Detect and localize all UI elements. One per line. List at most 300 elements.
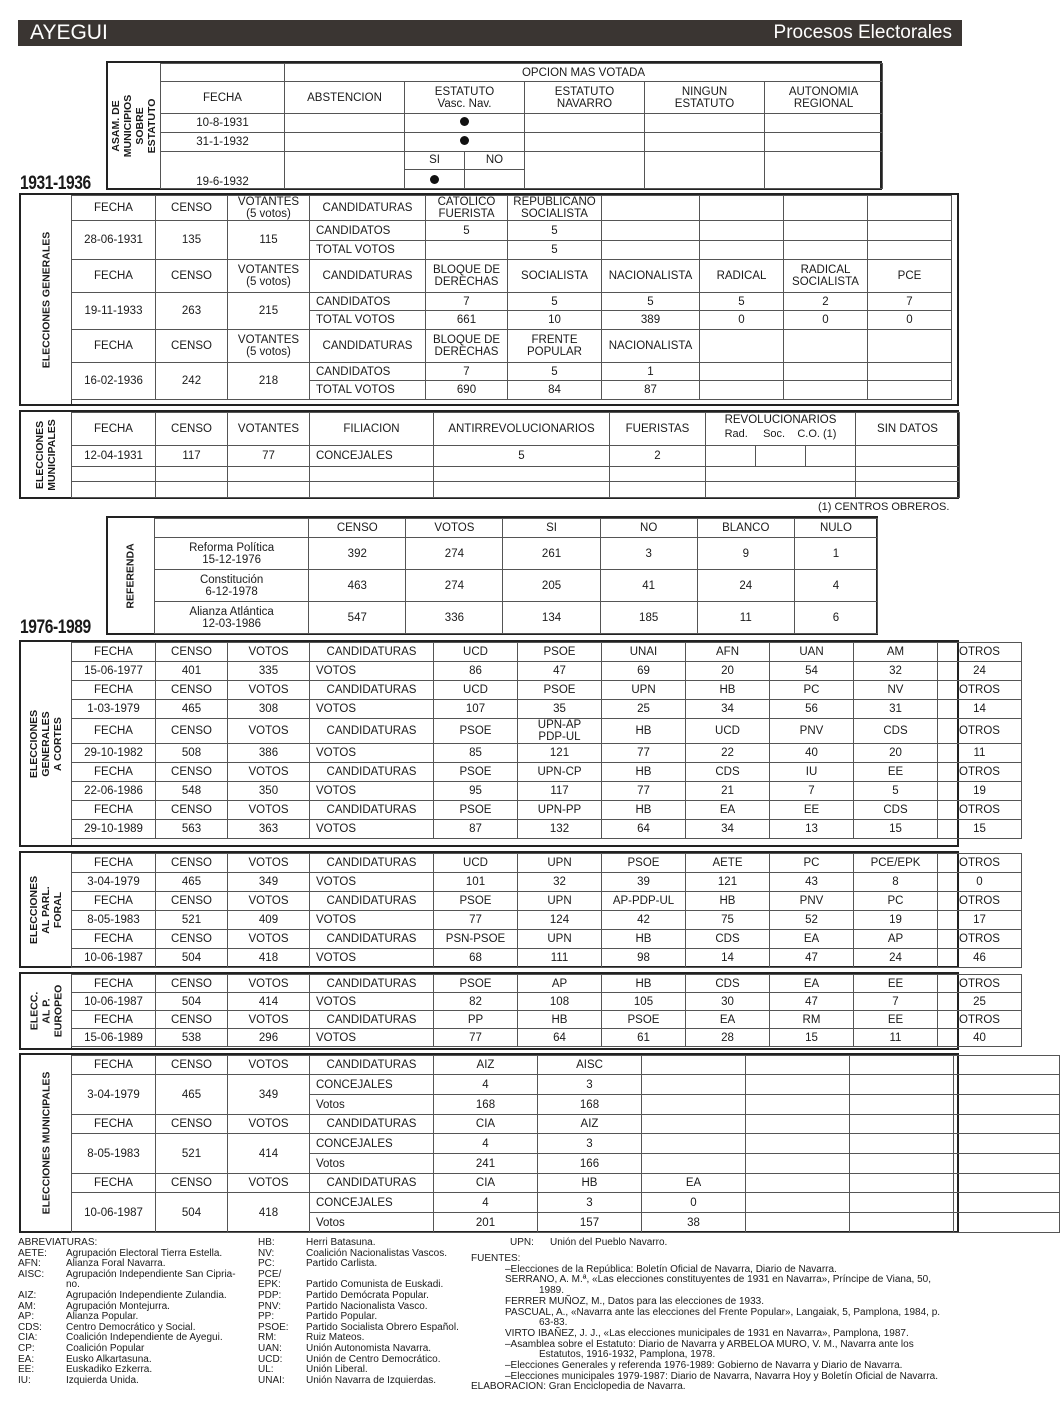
party-votes-value: 101 bbox=[434, 873, 518, 892]
table-cell: 363 bbox=[228, 820, 310, 839]
table-cell: 12-04-1931 bbox=[72, 446, 156, 467]
party-header: CDS bbox=[686, 975, 770, 993]
eg2-grid bbox=[71, 642, 1022, 839]
abbr: NV: bbox=[258, 1247, 275, 1259]
candidaturas-header: CANDIDATURAS bbox=[310, 854, 434, 873]
candidatos-value bbox=[784, 221, 868, 241]
party-votes-value: 17 bbox=[938, 911, 1022, 930]
candidatos-value bbox=[868, 221, 952, 241]
party-header: EA bbox=[770, 930, 854, 949]
party-header: PSOE bbox=[434, 763, 518, 782]
concejales-label: CONCEJALES bbox=[310, 1134, 434, 1154]
abbr-desc: Herri Batasuna. bbox=[306, 1237, 376, 1248]
footnote-centros-obreros: (1) CENTROS OBREROS. bbox=[818, 501, 950, 513]
em1-col-header: ANTIRREVOLUCIONARIOS bbox=[434, 413, 610, 446]
table-cell bbox=[310, 467, 434, 482]
fecha-value: 16-02-1936 bbox=[72, 363, 156, 400]
table-cell: 548 bbox=[156, 782, 228, 801]
abbr-desc: Unión Autonomista Navarra. bbox=[306, 1342, 432, 1354]
abbr: PP: bbox=[258, 1311, 275, 1323]
abbr-desc: Alianza Popular. bbox=[66, 1311, 139, 1323]
party-header: RADICAL SOCIALISTA bbox=[784, 260, 868, 293]
table-cell: VOTOS bbox=[310, 700, 434, 719]
fecha-header: FECHA bbox=[72, 975, 156, 993]
table-cell bbox=[746, 1056, 850, 1075]
table-cell bbox=[72, 482, 156, 498]
party-header: OTROS bbox=[938, 892, 1022, 911]
concejales-label: CONCEJALES bbox=[310, 1075, 434, 1095]
party-header: UPN-PP bbox=[518, 801, 602, 820]
estatuto-col-header: NINGUN ESTATUTO bbox=[645, 82, 765, 114]
party-header: HB bbox=[602, 975, 686, 993]
estatuto-col-header: AUTONOMIA REGIONAL bbox=[765, 82, 883, 114]
party-header: PC bbox=[854, 892, 938, 911]
si-label: SI bbox=[405, 152, 465, 169]
fecha-header: FECHA bbox=[72, 1174, 156, 1193]
abbreviation-entry bbox=[18, 1376, 258, 1387]
party-votes-value: 30 bbox=[686, 993, 770, 1011]
party-header: UAN bbox=[770, 643, 854, 662]
fecha-header: FECHA bbox=[72, 854, 156, 873]
party-header: UCD bbox=[434, 854, 518, 873]
table-cell: 64 bbox=[602, 820, 686, 839]
party-header: PSOE bbox=[434, 719, 518, 744]
party-header: NACIONALISTA bbox=[602, 260, 700, 293]
table-row bbox=[161, 133, 883, 152]
votos-label: Votos bbox=[310, 1154, 434, 1174]
table-row bbox=[161, 82, 883, 114]
abbr: CIA: bbox=[18, 1332, 38, 1344]
abbr: AFN: bbox=[18, 1258, 41, 1270]
table-cell: 56 bbox=[770, 700, 854, 719]
abbr: PCE/ bbox=[258, 1268, 282, 1280]
abbr-desc: Partido Comunista de Euskadi. bbox=[306, 1279, 444, 1291]
party-votes-value: 98 bbox=[602, 949, 686, 968]
table-cell bbox=[850, 1095, 954, 1115]
party-header: CDS bbox=[854, 801, 938, 820]
votos-value: 166 bbox=[538, 1154, 642, 1174]
party-header: AIZ bbox=[434, 1056, 538, 1075]
candidaturas-header: CANDIDATURAS bbox=[310, 196, 426, 221]
censo-header: CENSO bbox=[156, 643, 228, 662]
party-votes-value: 46 bbox=[938, 949, 1022, 968]
referenda-value: 336 bbox=[406, 602, 503, 634]
fuente-line: –Elecciones Generales y referenda 1976-1989: Gobierno de Navarra y Diario de Navarra. bbox=[505, 1360, 903, 1372]
fecha-value: 8-05-1983 bbox=[72, 911, 156, 930]
candidaturas-header: CANDIDATURAS bbox=[310, 643, 434, 662]
em1-col-header: VOTANTES bbox=[228, 413, 310, 446]
table-row bbox=[155, 519, 878, 538]
abbr: RM: bbox=[258, 1332, 277, 1344]
party-header bbox=[868, 330, 952, 363]
total-votos-label: TOTAL VOTOS bbox=[310, 241, 426, 260]
table-row bbox=[72, 363, 1060, 381]
abbr: AETE: bbox=[18, 1247, 47, 1259]
fecha-header: FECHA bbox=[72, 260, 156, 293]
table-cell: 15 bbox=[938, 820, 1022, 839]
table-cell: 401 bbox=[156, 662, 228, 681]
party-votes-value: 68 bbox=[434, 949, 518, 968]
fuente-line: SERRANO, A. M.ª, «Las elecciones constituyentes de 1931 en Navarra», Príncipe de Viana, 50, 1989. bbox=[505, 1274, 931, 1297]
party-header: HB bbox=[686, 681, 770, 700]
referenda-value: 463 bbox=[309, 570, 406, 602]
fuente-line: FERRER MUÑOZ, M., Datos para las elecciones de 1933. bbox=[505, 1295, 764, 1307]
table-cell: 22-06-1986 bbox=[72, 782, 156, 801]
abbreviation-entry bbox=[258, 1238, 468, 1249]
table-row bbox=[72, 763, 1022, 782]
candidatos-label: CANDIDATOS bbox=[310, 293, 426, 311]
votantes-header: VOTANTES (5 votos) bbox=[228, 260, 310, 293]
total-votos-value: 661 bbox=[426, 311, 508, 330]
concejales-value bbox=[642, 1134, 746, 1154]
estatuto-date: 10-8-1931 bbox=[161, 114, 285, 133]
fecha-header: FECHA bbox=[72, 763, 156, 782]
candidatos-value: 5 bbox=[508, 221, 602, 241]
censo-header: CENSO bbox=[156, 930, 228, 949]
fuente-line: –Asamblea sobre el Estatuto: Diario de Navarra y ARBELOA MURO, V. M., Navarra ante los Estatutos, 1916-1932, Pamplona, 1978. bbox=[505, 1338, 914, 1361]
party-votes-value: 24 bbox=[854, 949, 938, 968]
abbr-desc: Partido Popular. bbox=[306, 1311, 378, 1323]
table-cell: 34 bbox=[686, 820, 770, 839]
candidatos-value bbox=[602, 221, 700, 241]
party-votes-value: 7 bbox=[854, 993, 938, 1011]
abbr-desc: Coalición Independiente de Ayegui. bbox=[66, 1332, 223, 1344]
referenda-col-header: CENSO bbox=[309, 519, 406, 538]
table-cell: 117 bbox=[156, 446, 228, 467]
party-header: PSOE bbox=[602, 1011, 686, 1029]
concejales-value: 3 bbox=[538, 1134, 642, 1154]
referendum-name: Reforma Política 15-12-1976 bbox=[155, 538, 309, 570]
vote-dot-icon bbox=[460, 117, 469, 126]
party-header bbox=[700, 330, 784, 363]
abbr-desc: Ruiz Mateos. bbox=[306, 1332, 365, 1344]
table-cell: 107 bbox=[434, 700, 518, 719]
referenda-value: 4 bbox=[794, 570, 877, 602]
table-cell bbox=[850, 1193, 954, 1213]
total-votos-value: 5 bbox=[508, 241, 602, 260]
total-votos-value: 690 bbox=[426, 381, 508, 400]
referenda-value: 24 bbox=[697, 570, 794, 602]
table-cell bbox=[156, 482, 228, 498]
party-votes-value: 25 bbox=[938, 993, 1022, 1011]
fecha-header: FECHA bbox=[72, 892, 156, 911]
table-cell bbox=[156, 467, 228, 482]
total-votos-value: 0 bbox=[868, 311, 952, 330]
abbr: PNV: bbox=[258, 1300, 281, 1312]
votos-value: 418 bbox=[228, 949, 310, 968]
table-cell bbox=[525, 114, 645, 133]
table-row bbox=[72, 700, 1022, 719]
table-cell bbox=[525, 152, 645, 189]
party-header: AM bbox=[854, 643, 938, 662]
votantes-value: 115 bbox=[228, 221, 310, 260]
fecha-header: FECHA bbox=[72, 1056, 156, 1075]
censo-header: CENSO bbox=[156, 1056, 228, 1075]
em2-grid bbox=[71, 1055, 1060, 1233]
table-cell: 350 bbox=[228, 782, 310, 801]
table-cell bbox=[850, 1213, 954, 1233]
abreviaturas-col2 bbox=[258, 1238, 468, 1386]
candidaturas-header: CANDIDATURAS bbox=[310, 330, 426, 363]
table-cell bbox=[850, 1115, 954, 1134]
em1-col-header: CENSO bbox=[156, 413, 228, 446]
total-votos-value: 87 bbox=[602, 381, 700, 400]
elecciones-generales-1931-table bbox=[19, 193, 959, 406]
party-header bbox=[700, 196, 784, 221]
table-cell bbox=[645, 114, 765, 133]
fecha-header: FECHA bbox=[72, 930, 156, 949]
total-votos-value: 389 bbox=[602, 311, 700, 330]
table-row bbox=[72, 260, 1060, 293]
candidatos-value bbox=[868, 363, 952, 381]
table-row bbox=[72, 681, 1022, 700]
votos-header: VOTOS bbox=[228, 719, 310, 744]
censo-value: 135 bbox=[156, 221, 228, 260]
pe-side-label: ELECC. AL P. EUROPEO bbox=[21, 974, 72, 1048]
table-row bbox=[72, 949, 1022, 968]
party-header: UPN bbox=[602, 681, 686, 700]
fecha-header: FECHA bbox=[72, 1115, 156, 1134]
votos-value bbox=[642, 1095, 746, 1115]
total-votos-value bbox=[784, 241, 868, 260]
abbr-desc: Izquierda Unida. bbox=[66, 1374, 139, 1386]
censo-header: CENSO bbox=[156, 975, 228, 993]
party-votes-value: 42 bbox=[602, 911, 686, 930]
party-header: AIZ bbox=[538, 1115, 642, 1134]
censo-header: CENSO bbox=[156, 260, 228, 293]
fuente-line: PASCUAL, A., «Navarra ante las elecciones del Frente Popular», Langaiak, 5, Pamplona, 1984, p. 63-83. bbox=[505, 1306, 941, 1329]
candidatos-label: CANDIDATOS bbox=[310, 363, 426, 381]
candidatos-value bbox=[700, 221, 784, 241]
total-votos-label: TOTAL VOTOS bbox=[310, 311, 426, 330]
table-cell: 34 bbox=[686, 700, 770, 719]
fuentes-title: FUENTES: bbox=[471, 1253, 521, 1264]
party-header: UCD bbox=[434, 643, 518, 662]
party-header: UPN bbox=[518, 892, 602, 911]
censo-value: 465 bbox=[156, 873, 228, 892]
table-row bbox=[155, 602, 878, 634]
concejales-value: 4 bbox=[434, 1075, 538, 1095]
fecha-value: 19-11-1933 bbox=[72, 293, 156, 330]
table-cell: 563 bbox=[156, 820, 228, 839]
party-votes-value: 39 bbox=[602, 873, 686, 892]
censo-header: CENSO bbox=[156, 1174, 228, 1193]
abbr: HB: bbox=[258, 1237, 275, 1248]
table-cell: 14 bbox=[938, 700, 1022, 719]
party-header bbox=[642, 1056, 746, 1075]
party-header: PC bbox=[770, 854, 854, 873]
party-header: HB bbox=[518, 1011, 602, 1029]
referenda-value: 392 bbox=[309, 538, 406, 570]
table-row bbox=[72, 975, 1022, 993]
table-row bbox=[72, 1029, 1022, 1047]
candidatos-value: 5 bbox=[426, 221, 508, 241]
abbr: PDP: bbox=[258, 1289, 282, 1301]
abbr: UAN: bbox=[258, 1342, 282, 1354]
abreviaturas-col1 bbox=[18, 1238, 258, 1386]
party-header: OTROS bbox=[938, 801, 1022, 820]
votos-value: 241 bbox=[434, 1154, 538, 1174]
table-row bbox=[72, 1193, 1060, 1213]
table-cell: 121 bbox=[518, 744, 602, 763]
referenda-col-header: NULO bbox=[794, 519, 877, 538]
abbreviation-entry bbox=[18, 1291, 258, 1302]
votos-value: 201 bbox=[434, 1213, 538, 1233]
total-votos-value: 0 bbox=[784, 311, 868, 330]
party-header: OTROS bbox=[938, 681, 1022, 700]
table-row bbox=[72, 1174, 1060, 1193]
party-header: EA bbox=[686, 1011, 770, 1029]
table-row bbox=[72, 892, 1022, 911]
censo-header: CENSO bbox=[156, 854, 228, 873]
referenda-table bbox=[106, 516, 878, 635]
party-header: SOCIALISTA bbox=[508, 260, 602, 293]
vote-dot-icon bbox=[430, 175, 439, 184]
votos-header: VOTOS bbox=[228, 854, 310, 873]
party-header: EA bbox=[642, 1174, 746, 1193]
total-votos-value: 10 bbox=[508, 311, 602, 330]
candidatos-value bbox=[784, 363, 868, 381]
total-votos-value: 84 bbox=[508, 381, 602, 400]
abbreviation-entry bbox=[258, 1344, 468, 1355]
party-header bbox=[784, 330, 868, 363]
table-cell: 95 bbox=[434, 782, 518, 801]
party-header: CDS bbox=[854, 719, 938, 744]
party-header: EE bbox=[854, 763, 938, 782]
em1-col-header: SIN DATOS bbox=[856, 413, 960, 446]
party-header: NV bbox=[854, 681, 938, 700]
candidatos-value: 1 bbox=[602, 363, 700, 381]
candidaturas-header: CANDIDATURAS bbox=[310, 1056, 434, 1075]
referenda-value: 547 bbox=[309, 602, 406, 634]
table-cell: 349 bbox=[228, 1075, 310, 1115]
table-cell: 22 bbox=[686, 744, 770, 763]
opcion-mas-votada-header: OPCION MAS VOTADA bbox=[285, 64, 883, 82]
revolucionarios-values bbox=[706, 446, 856, 467]
table-cell: 386 bbox=[228, 744, 310, 763]
abbr-desc: Agrupación Independiente San Cipria- bbox=[66, 1268, 236, 1280]
party-header: UPN-CP bbox=[518, 763, 602, 782]
party-header: FRENTE POPULAR bbox=[508, 330, 602, 363]
abbr: PSOE: bbox=[258, 1321, 289, 1333]
candidaturas-header: CANDIDATURAS bbox=[310, 1011, 434, 1029]
referenda-value: 134 bbox=[503, 602, 600, 634]
table-cell bbox=[765, 114, 883, 133]
table-row bbox=[72, 719, 1022, 744]
party-votes-value: 108 bbox=[518, 993, 602, 1011]
abbr-desc: Euskadiko Ezkerra. bbox=[66, 1364, 153, 1376]
estatuto-side-label: ASAM. DE MUNICIPIOS SOBRE ESTATUTO bbox=[108, 63, 161, 188]
concejales-value: 3 bbox=[538, 1193, 642, 1213]
party-header: EE bbox=[770, 801, 854, 820]
party-header: NACIONALISTA bbox=[602, 330, 700, 363]
abbr-desc: Unión Navarra de Izquierdas. bbox=[306, 1374, 437, 1386]
referenda-value: 41 bbox=[600, 570, 697, 602]
party-header: EE bbox=[854, 1011, 938, 1029]
candidaturas-header: CANDIDATURAS bbox=[310, 892, 434, 911]
votos-value: 38 bbox=[642, 1213, 746, 1233]
party-header: HB bbox=[602, 930, 686, 949]
candidaturas-header: CANDIDATURAS bbox=[310, 1115, 434, 1134]
table-cell bbox=[850, 1134, 954, 1154]
table-cell bbox=[228, 467, 310, 482]
abbr-desc: Unión Liberal. bbox=[306, 1364, 368, 1376]
table-cell: 24 bbox=[938, 662, 1022, 681]
table-cell: 35 bbox=[518, 700, 602, 719]
abbreviation-entry bbox=[258, 1376, 468, 1387]
abbr: PC: bbox=[258, 1258, 275, 1270]
referenda-value: 185 bbox=[600, 602, 697, 634]
party-votes-value: 15 bbox=[770, 1029, 854, 1047]
party-header: UCD bbox=[686, 719, 770, 744]
total-votos-label: TOTAL VOTOS bbox=[310, 381, 426, 400]
table-cell: 521 bbox=[156, 1134, 228, 1174]
abbr: EPK: bbox=[258, 1279, 281, 1291]
votos-value: 157 bbox=[538, 1213, 642, 1233]
table-cell: VOTOS bbox=[310, 744, 434, 763]
table-cell: 77 bbox=[228, 446, 310, 467]
concejales-value: 0 bbox=[642, 1193, 746, 1213]
candidaturas-header: CANDIDATURAS bbox=[310, 975, 434, 993]
fecha-header: FECHA bbox=[72, 801, 156, 820]
table-cell bbox=[954, 1075, 1060, 1095]
party-votes-value: 47 bbox=[770, 993, 854, 1011]
party-header: PSOE bbox=[602, 854, 686, 873]
abbr: AP: bbox=[18, 1311, 35, 1323]
table-cell: 54 bbox=[770, 662, 854, 681]
table-cell bbox=[746, 1134, 850, 1154]
votos-label: Votos bbox=[310, 1213, 434, 1233]
table-cell: 69 bbox=[602, 662, 686, 681]
party-header: EE bbox=[854, 975, 938, 993]
abbr: UCD: bbox=[258, 1353, 283, 1365]
total-votos-value bbox=[602, 241, 700, 260]
party-votes-value: 0 bbox=[938, 873, 1022, 892]
party-header: PSOE bbox=[434, 892, 518, 911]
party-header: OTROS bbox=[938, 975, 1022, 993]
table-cell bbox=[954, 1174, 1060, 1193]
eg1-side-label: ELECCIONES GENERALES bbox=[21, 195, 72, 404]
party-header: PSOE bbox=[518, 643, 602, 662]
party-votes-value: 105 bbox=[602, 993, 686, 1011]
table-cell: 7 bbox=[770, 782, 854, 801]
table-cell bbox=[850, 1174, 954, 1193]
table-cell: 40 bbox=[770, 744, 854, 763]
table-cell bbox=[285, 133, 405, 152]
censo-value: 242 bbox=[156, 363, 228, 400]
party-votes-value: 32 bbox=[518, 873, 602, 892]
table-row bbox=[161, 64, 883, 82]
party-header: UPN-AP PDP-UL bbox=[518, 719, 602, 744]
total-votos-value bbox=[784, 381, 868, 400]
votantes-value: 218 bbox=[228, 363, 310, 400]
referenda-col-header: NO bbox=[600, 519, 697, 538]
total-votos-value bbox=[426, 241, 508, 260]
abbr-desc: Coalición Popular bbox=[66, 1342, 145, 1354]
dot-cell bbox=[405, 170, 525, 189]
si-no-cell bbox=[405, 152, 525, 170]
referenda-col-header: SI bbox=[503, 519, 600, 538]
table-cell bbox=[954, 1115, 1060, 1134]
table-cell: 504 bbox=[156, 1193, 228, 1233]
censo-header: CENSO bbox=[156, 763, 228, 782]
party-header: AP bbox=[518, 975, 602, 993]
period-label-1976: 1976-1989 bbox=[20, 617, 91, 638]
table-cell bbox=[856, 482, 960, 498]
party-header: PC bbox=[770, 681, 854, 700]
abbr-desc: no. bbox=[66, 1279, 80, 1291]
party-votes-value: 82 bbox=[434, 993, 518, 1011]
